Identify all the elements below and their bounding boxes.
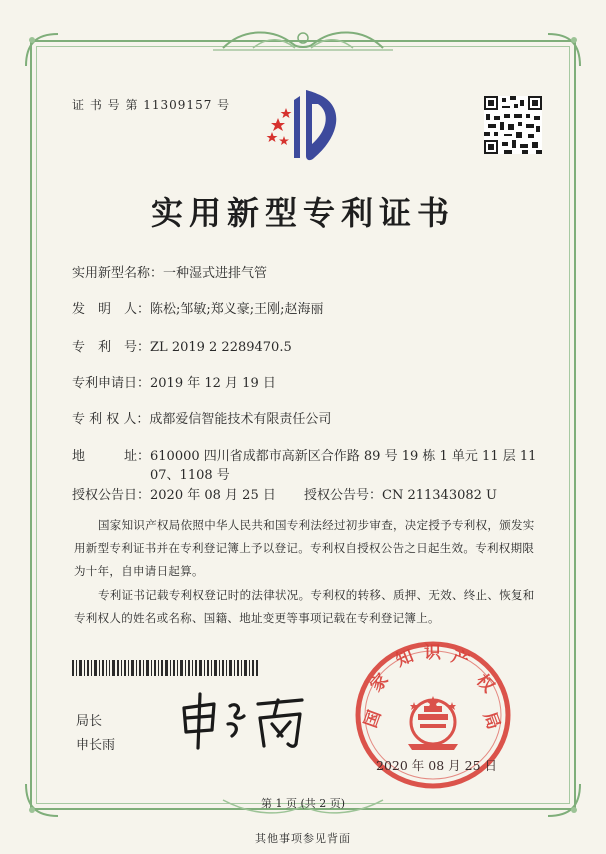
page-title: 实用新型专利证书	[150, 194, 455, 232]
svg-text:国: 国	[360, 707, 386, 731]
field-filing-date	[72, 372, 276, 391]
field-utility-model-name	[72, 262, 267, 281]
corner-ornament-icon	[22, 30, 62, 70]
field-grant-date	[72, 484, 276, 503]
svg-text:知: 知	[393, 646, 417, 672]
field-value: 2019 年 12 月 19 日	[150, 376, 276, 391]
top-ornament-icon	[213, 26, 393, 56]
field-label: 专 利 权 人：	[72, 412, 150, 427]
field-address-continued	[150, 464, 230, 483]
field-label: 专 利 号：	[72, 340, 151, 355]
qr-code-icon	[484, 96, 542, 154]
field-value: ZL 2019 2 2289470.5	[150, 340, 292, 355]
field-value: 2020 年 08 月 25 日	[150, 488, 276, 503]
field-label: 实用新型名称：	[72, 266, 164, 281]
svg-text:产: 产	[448, 646, 472, 672]
field-value: 陈松;邹敏;郑义豪;王刚;赵海丽	[150, 302, 324, 317]
field-patentee	[72, 408, 331, 427]
field-label: 授权公告号：	[304, 488, 383, 503]
field-value: CN 211343082 U	[382, 488, 497, 503]
field-value: 07、1108 号	[150, 468, 230, 483]
field-patent-number	[72, 336, 292, 355]
field-value: 成都爱信智能技术有限责任公司	[149, 412, 332, 427]
signatory-title: 局长	[76, 714, 103, 729]
svg-text:局: 局	[478, 709, 504, 733]
certificate-number: 证 书 号 第 11309157 号	[72, 98, 231, 112]
svg-text:家: 家	[366, 669, 393, 696]
field-value: 610000 四川省成都市高新区合作路 89 号 19 栋 1 单元 11 层 11	[150, 449, 537, 464]
statement-paragraph: 专利证书记载专利权登记时的法律状况。专利权的转移、质押、无效、终止、恢复和专利权人的姓名或名称、国籍、地址变更等事项记载在专利登记簿上。	[74, 588, 535, 625]
svg-text:权: 权	[471, 670, 499, 697]
field-inventors	[72, 298, 324, 317]
corner-ornament-icon	[544, 30, 584, 70]
field-address	[72, 445, 536, 464]
signature-icon	[178, 690, 308, 752]
cnipa-logo-icon	[262, 86, 350, 168]
page-number: 第 1 页 (共 2 页)	[260, 797, 346, 810]
seal-date: 2020 年 08 月 25 日	[376, 758, 497, 773]
field-label: 授权公告日：	[72, 488, 151, 503]
field-label: 专利申请日：	[72, 376, 151, 391]
barcode-icon	[72, 660, 258, 676]
svg-text:识: 识	[424, 643, 441, 663]
field-label: 发 明 人：	[72, 302, 151, 317]
field-grant-number	[304, 484, 497, 503]
signatory-name: 申长雨	[76, 738, 116, 753]
field-label: 地 址：	[72, 449, 151, 464]
footer-note: 其他事项参见背面	[255, 832, 351, 845]
field-value: 一种湿式进排气管	[163, 266, 268, 281]
statement-paragraph: 国家知识产权局依照中华人民共和国专利法经过初步审查，决定授予专利权，颁发实用新型专利证书并在专利登记簿上予以登记。专利权自授权公告之日起生效。专利权期限为十年，自申请日起算。	[74, 518, 535, 578]
